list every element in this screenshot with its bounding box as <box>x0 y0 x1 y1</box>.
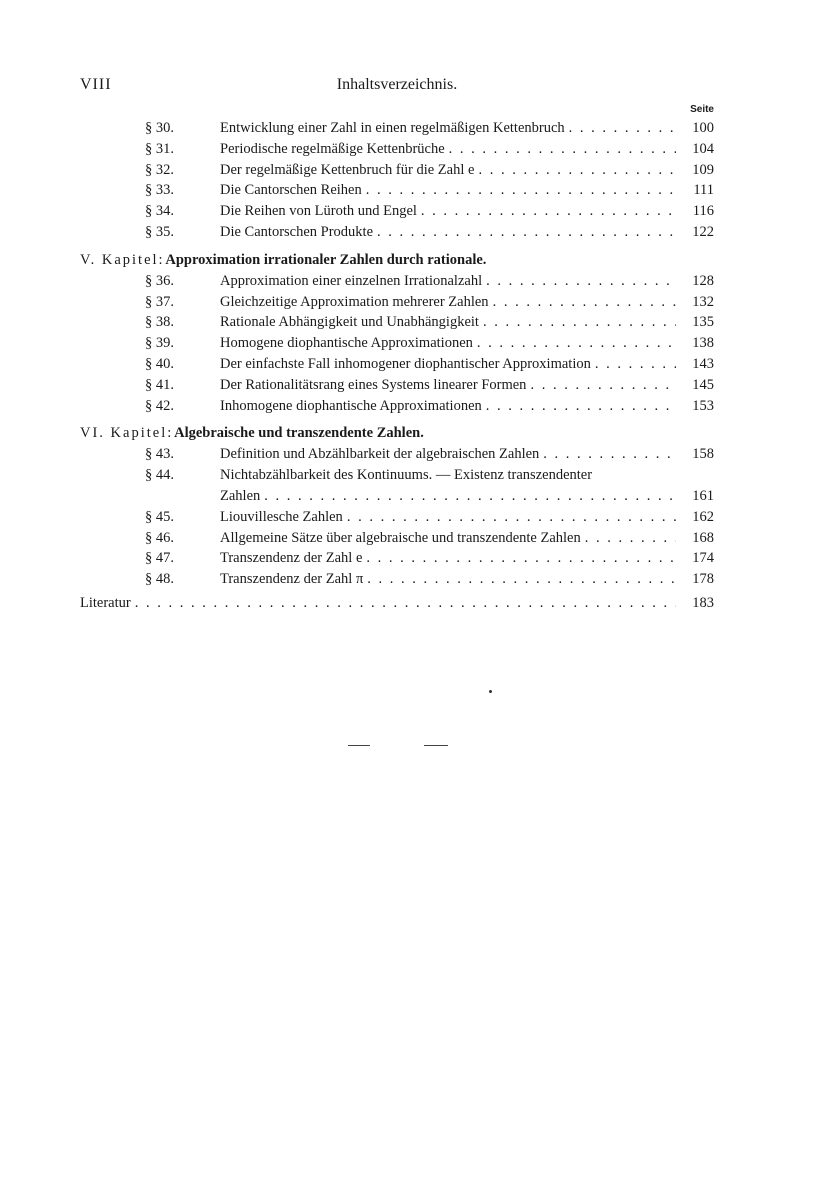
page-number: 162 <box>692 508 714 525</box>
toc-entry[interactable] <box>80 222 714 243</box>
page-number: 128 <box>692 272 714 289</box>
chapter-heading-v[interactable] <box>80 249 714 271</box>
section-title: Transzendenz der Zahl π <box>220 571 364 588</box>
toc-entry[interactable] <box>80 312 714 333</box>
page-number: 138 <box>692 335 714 352</box>
page-number: 135 <box>692 314 714 331</box>
literatur-title: Literatur <box>80 594 131 611</box>
section-number: § 31. <box>145 140 174 157</box>
chapter-separator: : <box>158 251 163 268</box>
leader-dots <box>493 292 676 313</box>
section-number: § 41. <box>145 376 174 393</box>
section-title: Periodische regelmäßige Kettenbrüche <box>220 140 445 157</box>
section-title: Inhomogene diophantische Approximationen <box>220 397 482 414</box>
toc-entry[interactable] <box>80 292 714 313</box>
page-number: 153 <box>692 397 714 414</box>
chapter-separator: : <box>167 425 172 442</box>
leader-dots <box>367 569 676 590</box>
page-column-label: Seite <box>690 104 714 115</box>
page-number: 109 <box>692 161 714 178</box>
section-title: Entwicklung einer Zahl in einen regelmäßigen Kettenbruch <box>220 120 565 136</box>
section-number: § 47. <box>145 550 174 567</box>
section-title: Der einfachste Fall inhomogener diophantischer Approximation <box>220 355 591 372</box>
section-number: § 35. <box>145 223 174 240</box>
section-number: § 48. <box>145 571 174 588</box>
section-number: § 36. <box>145 272 174 289</box>
section-title: Der Rationalitätsrang eines Systems linearer Formen <box>220 376 527 393</box>
leader-dots <box>264 486 676 507</box>
section-title: Die Cantorschen Reihen <box>220 182 362 199</box>
print-mark <box>424 745 448 746</box>
leader-dots <box>366 180 676 201</box>
chapter-label: VI. Kapitel <box>80 425 168 442</box>
leader-dots <box>449 139 676 160</box>
print-mark <box>348 745 370 746</box>
section-number: § 32. <box>145 161 174 178</box>
chapter-title: Algebraische und transzendente Zahlen. <box>174 425 424 442</box>
toc-entry[interactable] <box>80 465 714 486</box>
page-number: 116 <box>692 203 714 220</box>
leader-dots <box>477 333 676 354</box>
section-number: § 45. <box>145 508 174 525</box>
leader-dots <box>421 201 676 222</box>
leader-dots <box>486 396 676 417</box>
leader-dots <box>478 160 676 181</box>
section-title: Zahlen <box>220 487 261 504</box>
chapter-heading-vi[interactable] <box>80 422 714 444</box>
leader-dots <box>595 354 676 375</box>
section-number: § 33. <box>145 182 174 199</box>
page-number: 111 <box>693 182 714 199</box>
toc-entry[interactable] <box>80 201 714 222</box>
toc-entry[interactable] <box>80 333 714 354</box>
toc-entry-literatur[interactable] <box>80 592 714 614</box>
chapter-title: Approximation irrationaler Zahlen durch rationale. <box>165 251 487 268</box>
section-title: Approximation einer einzelnen Irrationalzahl <box>220 272 483 289</box>
section-number: § 44. <box>145 467 174 484</box>
section-number: § 30. <box>145 120 174 136</box>
leader-dots <box>347 507 676 528</box>
section-number: § 43. <box>145 446 174 463</box>
section-number: § 46. <box>145 529 174 546</box>
toc-entry[interactable] <box>80 528 714 549</box>
leader-dots <box>569 118 676 139</box>
page-number: 174 <box>692 550 714 567</box>
page-number: 104 <box>692 140 714 157</box>
table-of-contents <box>80 118 714 614</box>
toc-entry[interactable] <box>80 271 714 292</box>
section-number: § 37. <box>145 293 174 310</box>
section-title: Die Reihen von Lüroth und Engel <box>220 203 417 220</box>
print-speck <box>489 690 492 693</box>
section-number: § 40. <box>145 355 174 372</box>
page-folio: VIII <box>80 76 112 93</box>
section-number: § 42. <box>145 397 174 414</box>
section-title: Homogene diophantische Approximationen <box>220 335 473 352</box>
toc-entry[interactable] <box>80 507 714 528</box>
section-title: Allgemeine Sätze über algebraische und transzendente Zahlen <box>220 529 581 546</box>
page-number: 183 <box>692 594 714 611</box>
page-number: 158 <box>692 446 714 463</box>
leader-dots <box>135 592 676 614</box>
leader-dots <box>483 312 676 333</box>
section-title: Gleichzeitige Approximation mehrerer Zahlen <box>220 293 489 310</box>
page-number: 178 <box>692 571 714 588</box>
section-number: § 39. <box>145 335 174 352</box>
chapter-label: V. Kapitel <box>80 251 159 268</box>
section-title: Liouvillesche Zahlen <box>220 508 343 525</box>
toc-entry-continuation[interactable] <box>80 486 714 507</box>
toc-entry[interactable] <box>80 396 714 417</box>
leader-dots <box>377 222 676 243</box>
section-title: Definition und Abzählbarkeit der algebraischen Zahlen <box>220 446 540 463</box>
section-title: Die Cantorschen Produkte <box>220 223 374 240</box>
leader-dots <box>585 528 676 549</box>
page-number: 132 <box>692 293 714 310</box>
section-title: Rationale Abhängigkeit und Unabhängigkeit <box>220 314 479 331</box>
page-number: 122 <box>692 223 714 240</box>
leader-dots <box>486 271 676 292</box>
toc-entry[interactable] <box>80 375 714 396</box>
toc-entry[interactable] <box>80 354 714 375</box>
leader-dots <box>366 548 676 569</box>
toc-entry[interactable] <box>80 569 714 590</box>
page-number: 145 <box>692 376 714 393</box>
section-number: § 38. <box>145 314 174 331</box>
leader-dots <box>530 375 676 396</box>
toc-entry[interactable] <box>80 160 714 181</box>
leader-dots <box>543 444 676 465</box>
toc-entry[interactable] <box>80 444 714 465</box>
section-title: Der regelmäßige Kettenbruch für die Zahl e <box>220 161 475 178</box>
toc-entry[interactable] <box>80 548 714 569</box>
section-title: Transzendenz der Zahl e <box>220 550 363 567</box>
page-number: 168 <box>692 529 714 546</box>
toc-entry[interactable] <box>80 180 714 201</box>
page-number: 100 <box>692 120 714 136</box>
section-number: § 34. <box>145 203 174 220</box>
page-header <box>80 76 714 98</box>
page-number: 143 <box>692 355 714 372</box>
section-title: Nichtabzählbarkeit des Kontinuums. — Existenz transzendenter <box>220 467 593 484</box>
running-title: Inhaltsverzeichnis. <box>336 76 458 93</box>
page-number: 161 <box>692 487 714 504</box>
toc-entry[interactable] <box>80 118 714 139</box>
toc-entry[interactable] <box>80 139 714 160</box>
